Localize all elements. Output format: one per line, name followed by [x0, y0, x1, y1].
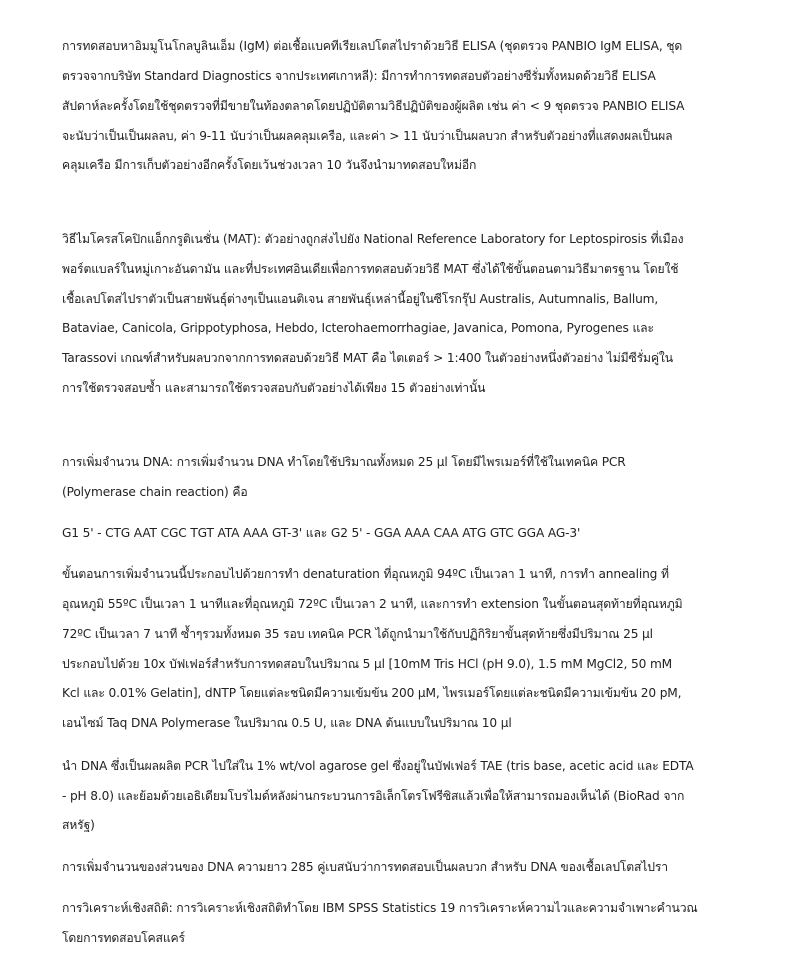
mat-line-4: Bataviae, Canicola, Grippotyphosa, Hebdo, Icterohaemorrhagiae, Javanica, Pomona, Pyrogenes และ: [62, 321, 654, 335]
pcr-line-6: เอนไซม์ Taq DNA Polymerase ในปริมาณ 0.5 U, และ DNA ต้นแบบในปริมาณ 10 µl: [62, 716, 512, 730]
fragment-line: การเพิ่มจำนวนของส่วนของ DNA ความยาว 285 คู่เบสนับว่าการทดสอบเป็นผลบวก สำหรับ DNA ของเชื้อเลปโตสไปรา: [62, 860, 668, 874]
primer-sequences: G1 5' - CTG AAT CGC TGT ATA AAA GT-3' และ G2 5' - GGA AAA CAA ATG GTC GGA AG-3': [62, 526, 581, 540]
pcr-line-3: 72ºC เป็นเวลา 7 นาที ซ้ำๆรวมทั้งหมด 35 รอบ เทคนิค PCR ได้ถูกนำมาใช้กับปฏิกิริยาขั้นสุดท้ายซึ่งมีปริมาณ 25 µl: [62, 627, 653, 641]
mat-line-2: พอร์ตแบลร์ในหมู่เกาะอันดามัน และที่ประเทศอินเดียเพื่อการทดสอบด้วยวิธี MAT ซึ่งได้ใช้ขั้นตอนตามวิธีมาตรฐาน โดยใช้: [62, 262, 679, 276]
gel-line-1: นำ DNA ซึ่งเป็นผลผลิต PCR ไปใส่ใน 1% wt/vol agarose gel ซึ่งอยู่ในบัฟเฟอร์ TAE (tris base, acetic acid และ EDTA: [62, 759, 694, 773]
elisa-line-5: คลุมเครือ มีการเก็บตัวอย่างอีกครั้งโดยเว้นช่วงเวลา 10 วันจึงนำมาทดสอบใหม่อีก: [62, 158, 477, 172]
pcr-line-4: ประกอบไปด้วย 10x บัฟเฟอร์สำหรับการทดสอบในปริมาณ 5 µl [10mM Tris HCl (pH 9.0), 1.5 mM MgCl2, 50 mM: [62, 657, 673, 671]
mat-line-1: วิธีไมโครสโคปิกแอ็กกรูติเนชั่น (MAT): ตัวอย่างถูกส่งไปยัง National Reference Laboratory for Leptospirosis ที่เมือง: [62, 232, 684, 246]
mat-line-3: เชื้อเลปโตสไปราตัวเป็นสายพันธุ์ต่างๆเป็นแอนติเจน สายพันธุ์เหล่านี้อยู่ในซีโรกรุ๊ป Australis, Autumnalis, Ballum,: [62, 292, 659, 306]
pcr-line-1: ขั้นตอนการเพิ่มจำนวนนี้ประกอบไปด้วยการทำ denaturation ที่อุณหภูมิ 94ºC เป็นเวลา 1 นาที, การทำ annealing ที่: [62, 567, 669, 581]
elisa-line-1: การทดสอบหาอิมมูโนโกลบูลินเอ็ม (IgM) ต่อเชื้อแบคทีเรียเลปโตสไปราด้วยวิธี ELISA (ชุดตรวจ PANBIO IgM ELISA, ชุด: [62, 39, 683, 53]
stats-line-2: โดยการทดสอบโคสแคร์: [62, 931, 185, 945]
elisa-line-3: สัปดาห์ละครั้งโดยใช้ชุดตรวจที่มีขายในท้องตลาดโดยปฏิบัติตามวิธีปฏิบัติของผู้ผลิต เช่น ค่า < 9 ชุดตรวจ PANBIO ELISA: [62, 99, 685, 113]
dna-line-2: (Polymerase chain reaction) คือ: [62, 485, 248, 499]
gel-line-2: - pH 8.0) และย้อมด้วยเอธิเดียมโบรไมด์หลังผ่านกระบวนการอิเล็กโตรโฟรีซิสแล้วเพื่อให้สามารถมองเห็นได้ (BioRad จาก: [62, 789, 685, 803]
gel-line-3: สหรัฐ): [62, 818, 95, 832]
stats-line-1: การวิเคราะห์เชิงสถิติ: การวิเคราะห์เชิงสถิติทำโดย IBM SPSS Statistics 19 การวิเคราะห์ความไวและความจำเพาะคำนวณ: [62, 901, 698, 915]
elisa-line-4: จะนับว่าเป็นเป็นผลลบ, ค่า 9-11 นับว่าเป็นผลคลุมเครือ, และค่า > 11 นับว่าเป็นผลบวก สำหรับตัวอย่างที่แสดงผลเป็นผล: [62, 129, 673, 143]
pcr-line-5: Kcl และ 0.01% Gelatin], dNTP โดยแต่ละชนิดมีความเข้มข้น 200 µM, ไพรเมอร์โดยแต่ละชนิดมีความเข้มข้น 20 pM,: [62, 686, 682, 700]
dna-line-1: การเพิ่มจำนวน DNA: การเพิ่มจำนวน DNA ทำโดยใช้ปริมาณทั้งหมด 25 µl โดยมีไพรเมอร์ที่ใช้ในเทคนิค PCR: [62, 455, 626, 469]
mat-line-5: Tarassovi เกณฑ์สำหรับผลบวกจากการทดสอบด้วยวิธี MAT คือ ไตเตอร์ > 1:400 ในตัวอย่างหนึ่งตัวอย่าง ไม่มีซีรั่มคู่ใน: [62, 351, 673, 365]
mat-line-6: การใช้ตรวจสอบซ้ำ และสามารถใช้ตรวจสอบกับตัวอย่างได้เพียง 15 ตัวอย่างเท่านั้น: [62, 381, 486, 395]
elisa-line-2: ตรวจจากบริษัท Standard Diagnostics จากประเทศเกาหลี): มีการทำการทดสอบตัวอย่างซีรั่มทั้งหมดด้วยวิธี ELISA: [62, 69, 656, 83]
pcr-line-2: อุณหภูมิ 55ºC เป็นเวลา 1 นาทีและที่อุณหภูมิ 72ºC เป็นเวลา 2 นาที, และการทำ extension ในขั้นตอนสุดท้ายที่อุณหภูมิ: [62, 597, 683, 611]
